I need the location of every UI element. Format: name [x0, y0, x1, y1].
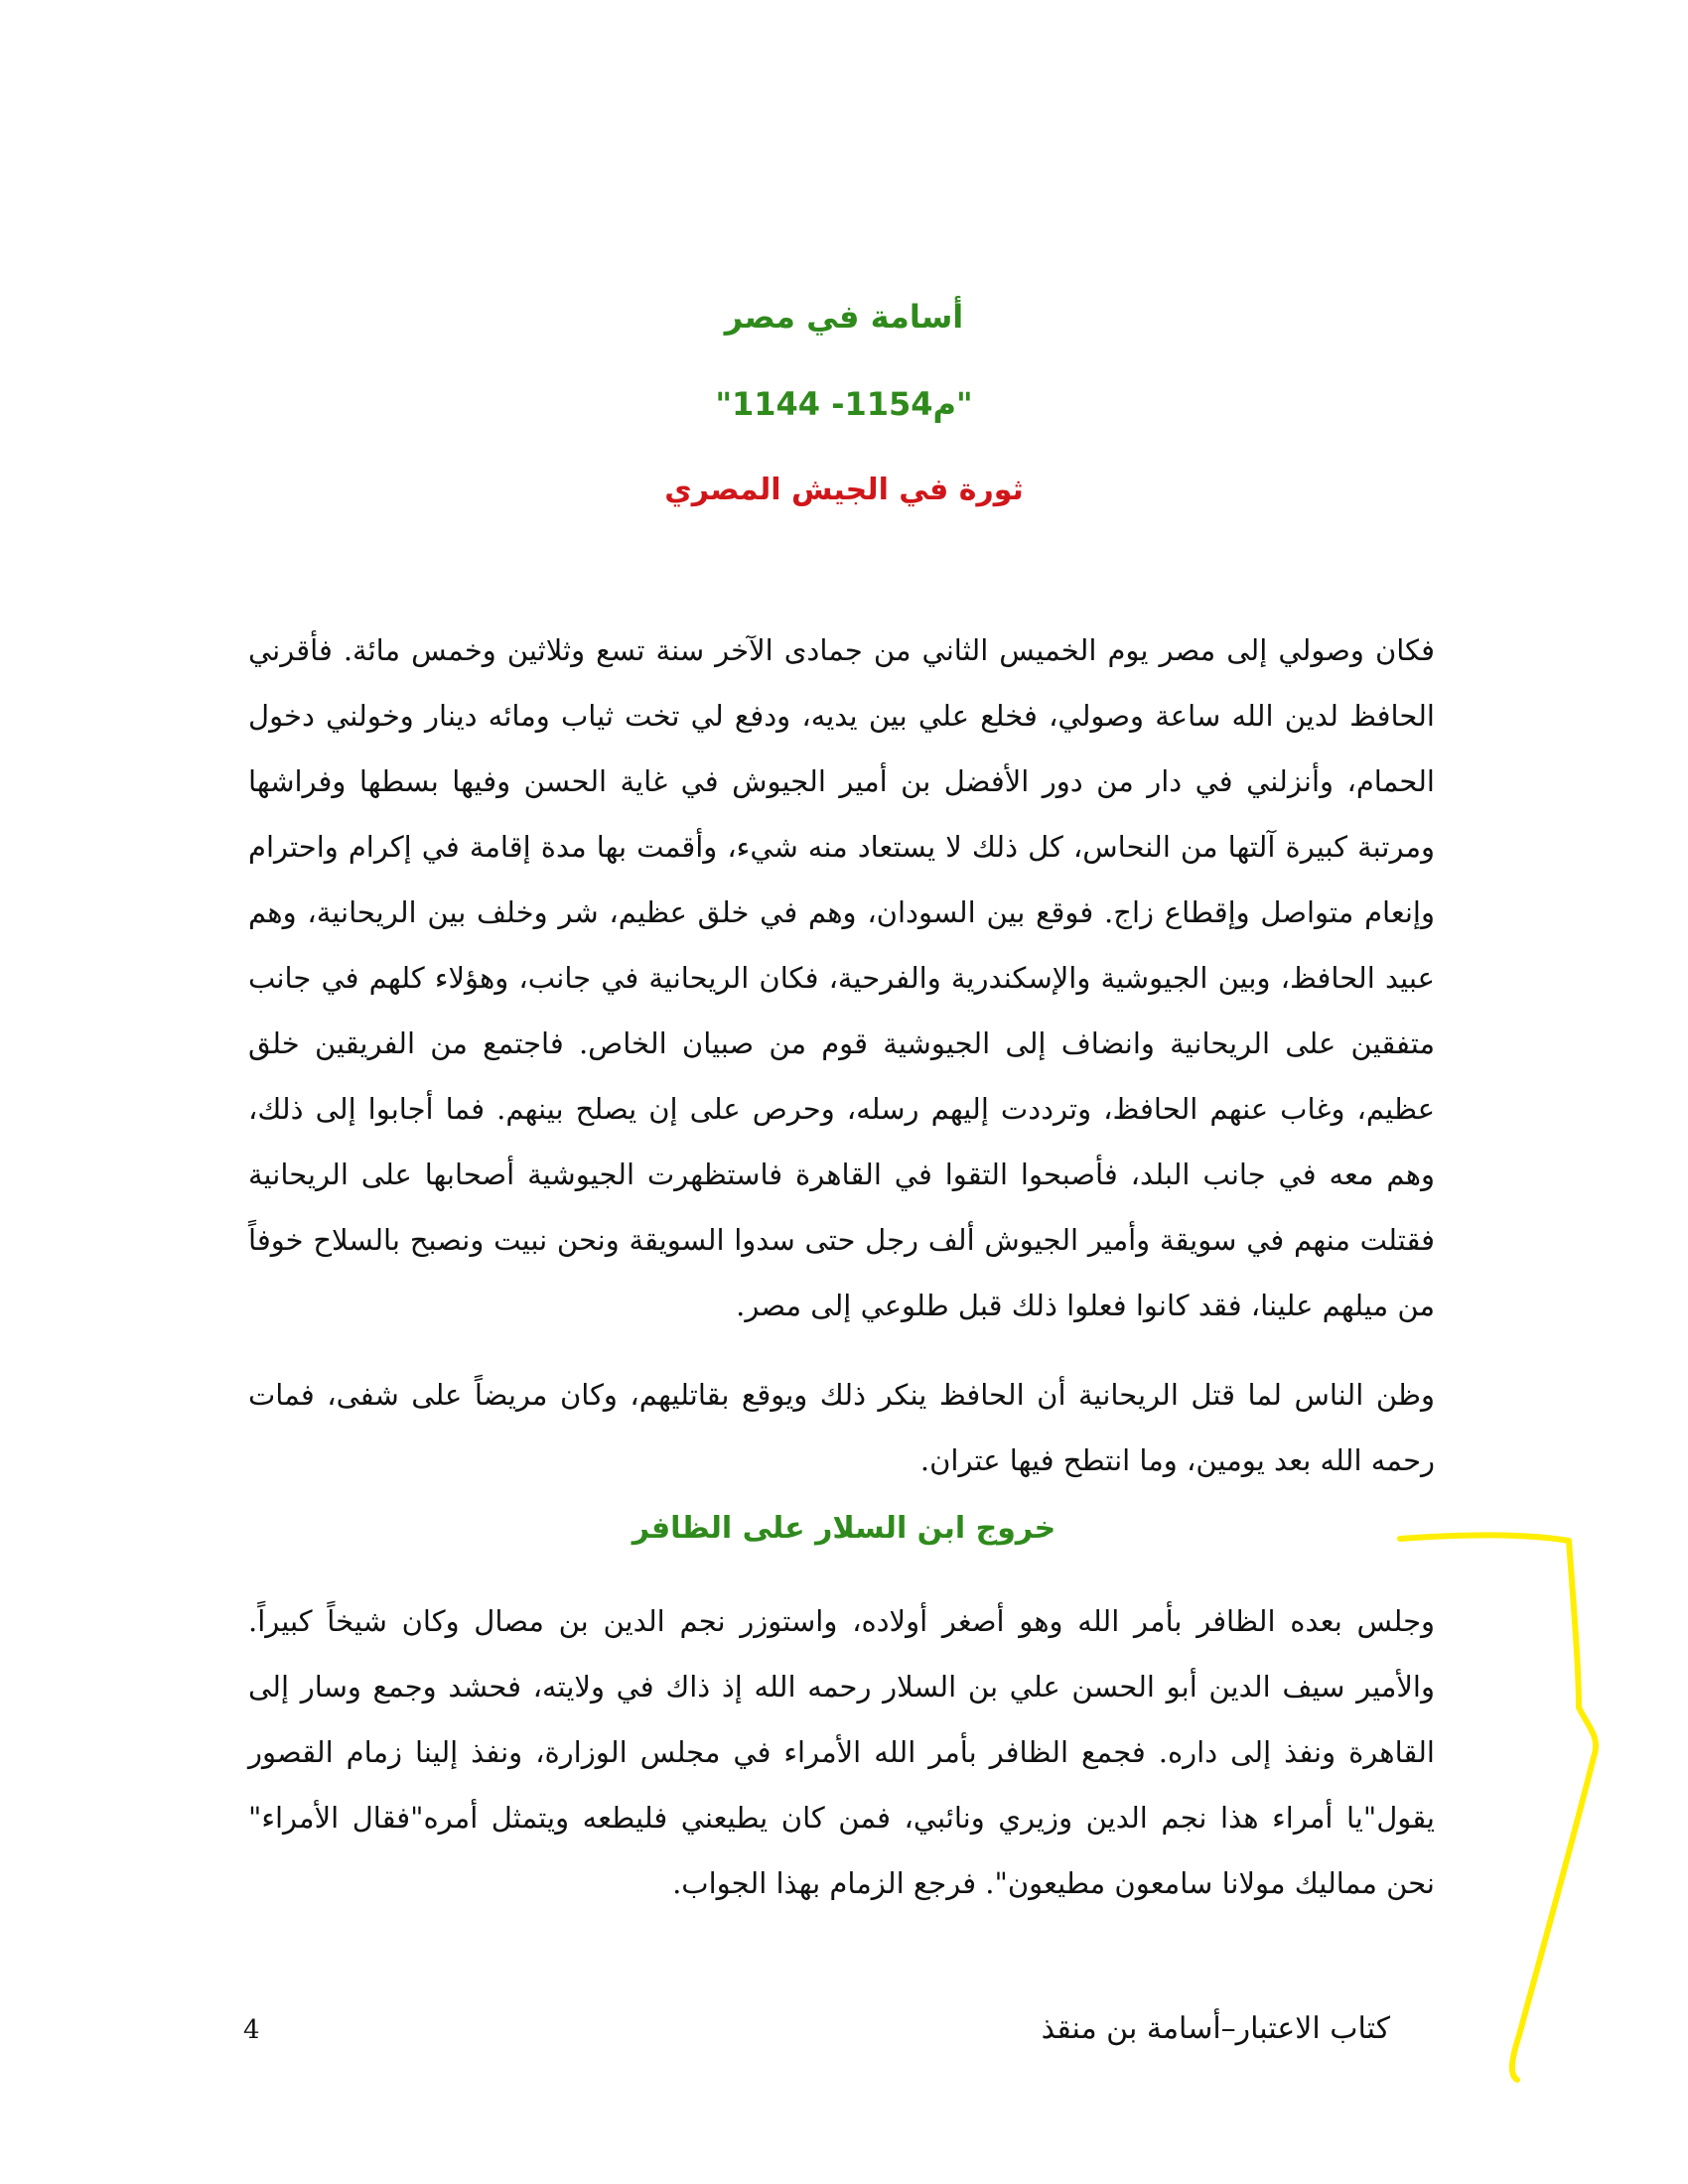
- paragraph-text: وظن الناس لما قتل الريحانية أن الحافظ ينكر ذلك ويوقع بقاتليهم، وكان مريضاً على شفى، فمات رحمه الله بعد يومين، وما انتطح فيها عتران.: [248, 1378, 1435, 1477]
- paragraph-text: فكان وصولي إلى مصر يوم الخميس الثاني من جمادى الآخر سنة تسع وثلاثين وخمس مائة. فأقرني الحافظ لدين الله ساعة وصولي، فخلع علي بين يديه، ودفع لي تخت ثياب ومائه دينار وخولني دخول الحمام، وأنزلني في دار من دور الأفضل بن أمير الجيوش في غاية الحسن وفيها بسطها وفراشها ومرتبة كبيرة آلتها من النحاس، كل ذلك لا يستعاد منه شيء، وأقمت بها مدة إقامة في إكرام واحترام وإنعام متواصل وإقطاع زاج. فوقع بين السودان، وهم في خلق عظيم، شر وخلف بين الريحانية، وهم عبيد الحافظ، وبين الجيوشية والإسكندرية والفرحية، فكان الريحانية في جانب، وهؤلاء كلهم في جانب متفقين على الريحانية وانضاف إلى الجيوشية قوم من صبيان الخاص. فاجتمع من الفريقين خلق عظيم، وغاب عنهم الحافظ، وترددت إليهم رسله، وحرص على إن يصلح بينهم. فما أجابوا إلى ذلك، وهم معه في جانب البلد، فأصبحوا التقوا في القاهرة فاستظهرت الجيوشية أصحابها على الريحانية فقتلت منهم في سويقة وأمير الجيوش ألف رجل حتى سدوا السويقة ونحن نبيت ونصبح بالسلاح خوفاً من ميلهم علينا، فقد كانوا فعلوا ذلك قبل طلوعي إلى مصر.: [248, 633, 1435, 1322]
- paragraph-text: وجلس بعده الظافر بأمر الله وهو أصغر أولاده، واستوزر نجم الدين بن مصال وكان شيخاً كبيراً. والأمير سيف الدين أبو الحسن علي بن السلار رحمه الله إذ ذاك في ولايته، فحشد وجمع وسار إلى القاهرة ونفذ إلى داره. فجمع الظافر بأمر الله الأمراء في مجلس الوزارة، ونفذ إلينا زمام القصور يقول"يا أمراء هذا نجم الدين وزيري ونائبي، فمن كان يطيعني فليطعه ويتمثل أمره"فقال الأمراء" نحن مماليك مولانا سامعون مطيعون". فرجع الزمام بهذا الجواب.: [248, 1604, 1435, 1900]
- body-paragraph-2: [248, 1362, 1435, 1493]
- footer-book-title: كتاب الاعتبار–أسامة بن منقذ: [1041, 2011, 1390, 2046]
- body-paragraph-3: [248, 1588, 1435, 1916]
- section-heading: خروج ابن السلار على الظافر: [632, 1511, 1056, 1546]
- section-subtitle: ثورة في الجيش المصري: [664, 473, 1024, 507]
- date-range: "1144 -1154م": [715, 385, 973, 423]
- body-paragraph-1: [248, 617, 1435, 1338]
- page-title: أسامة في مصر: [724, 298, 964, 336]
- page-number: 4: [243, 2015, 260, 2045]
